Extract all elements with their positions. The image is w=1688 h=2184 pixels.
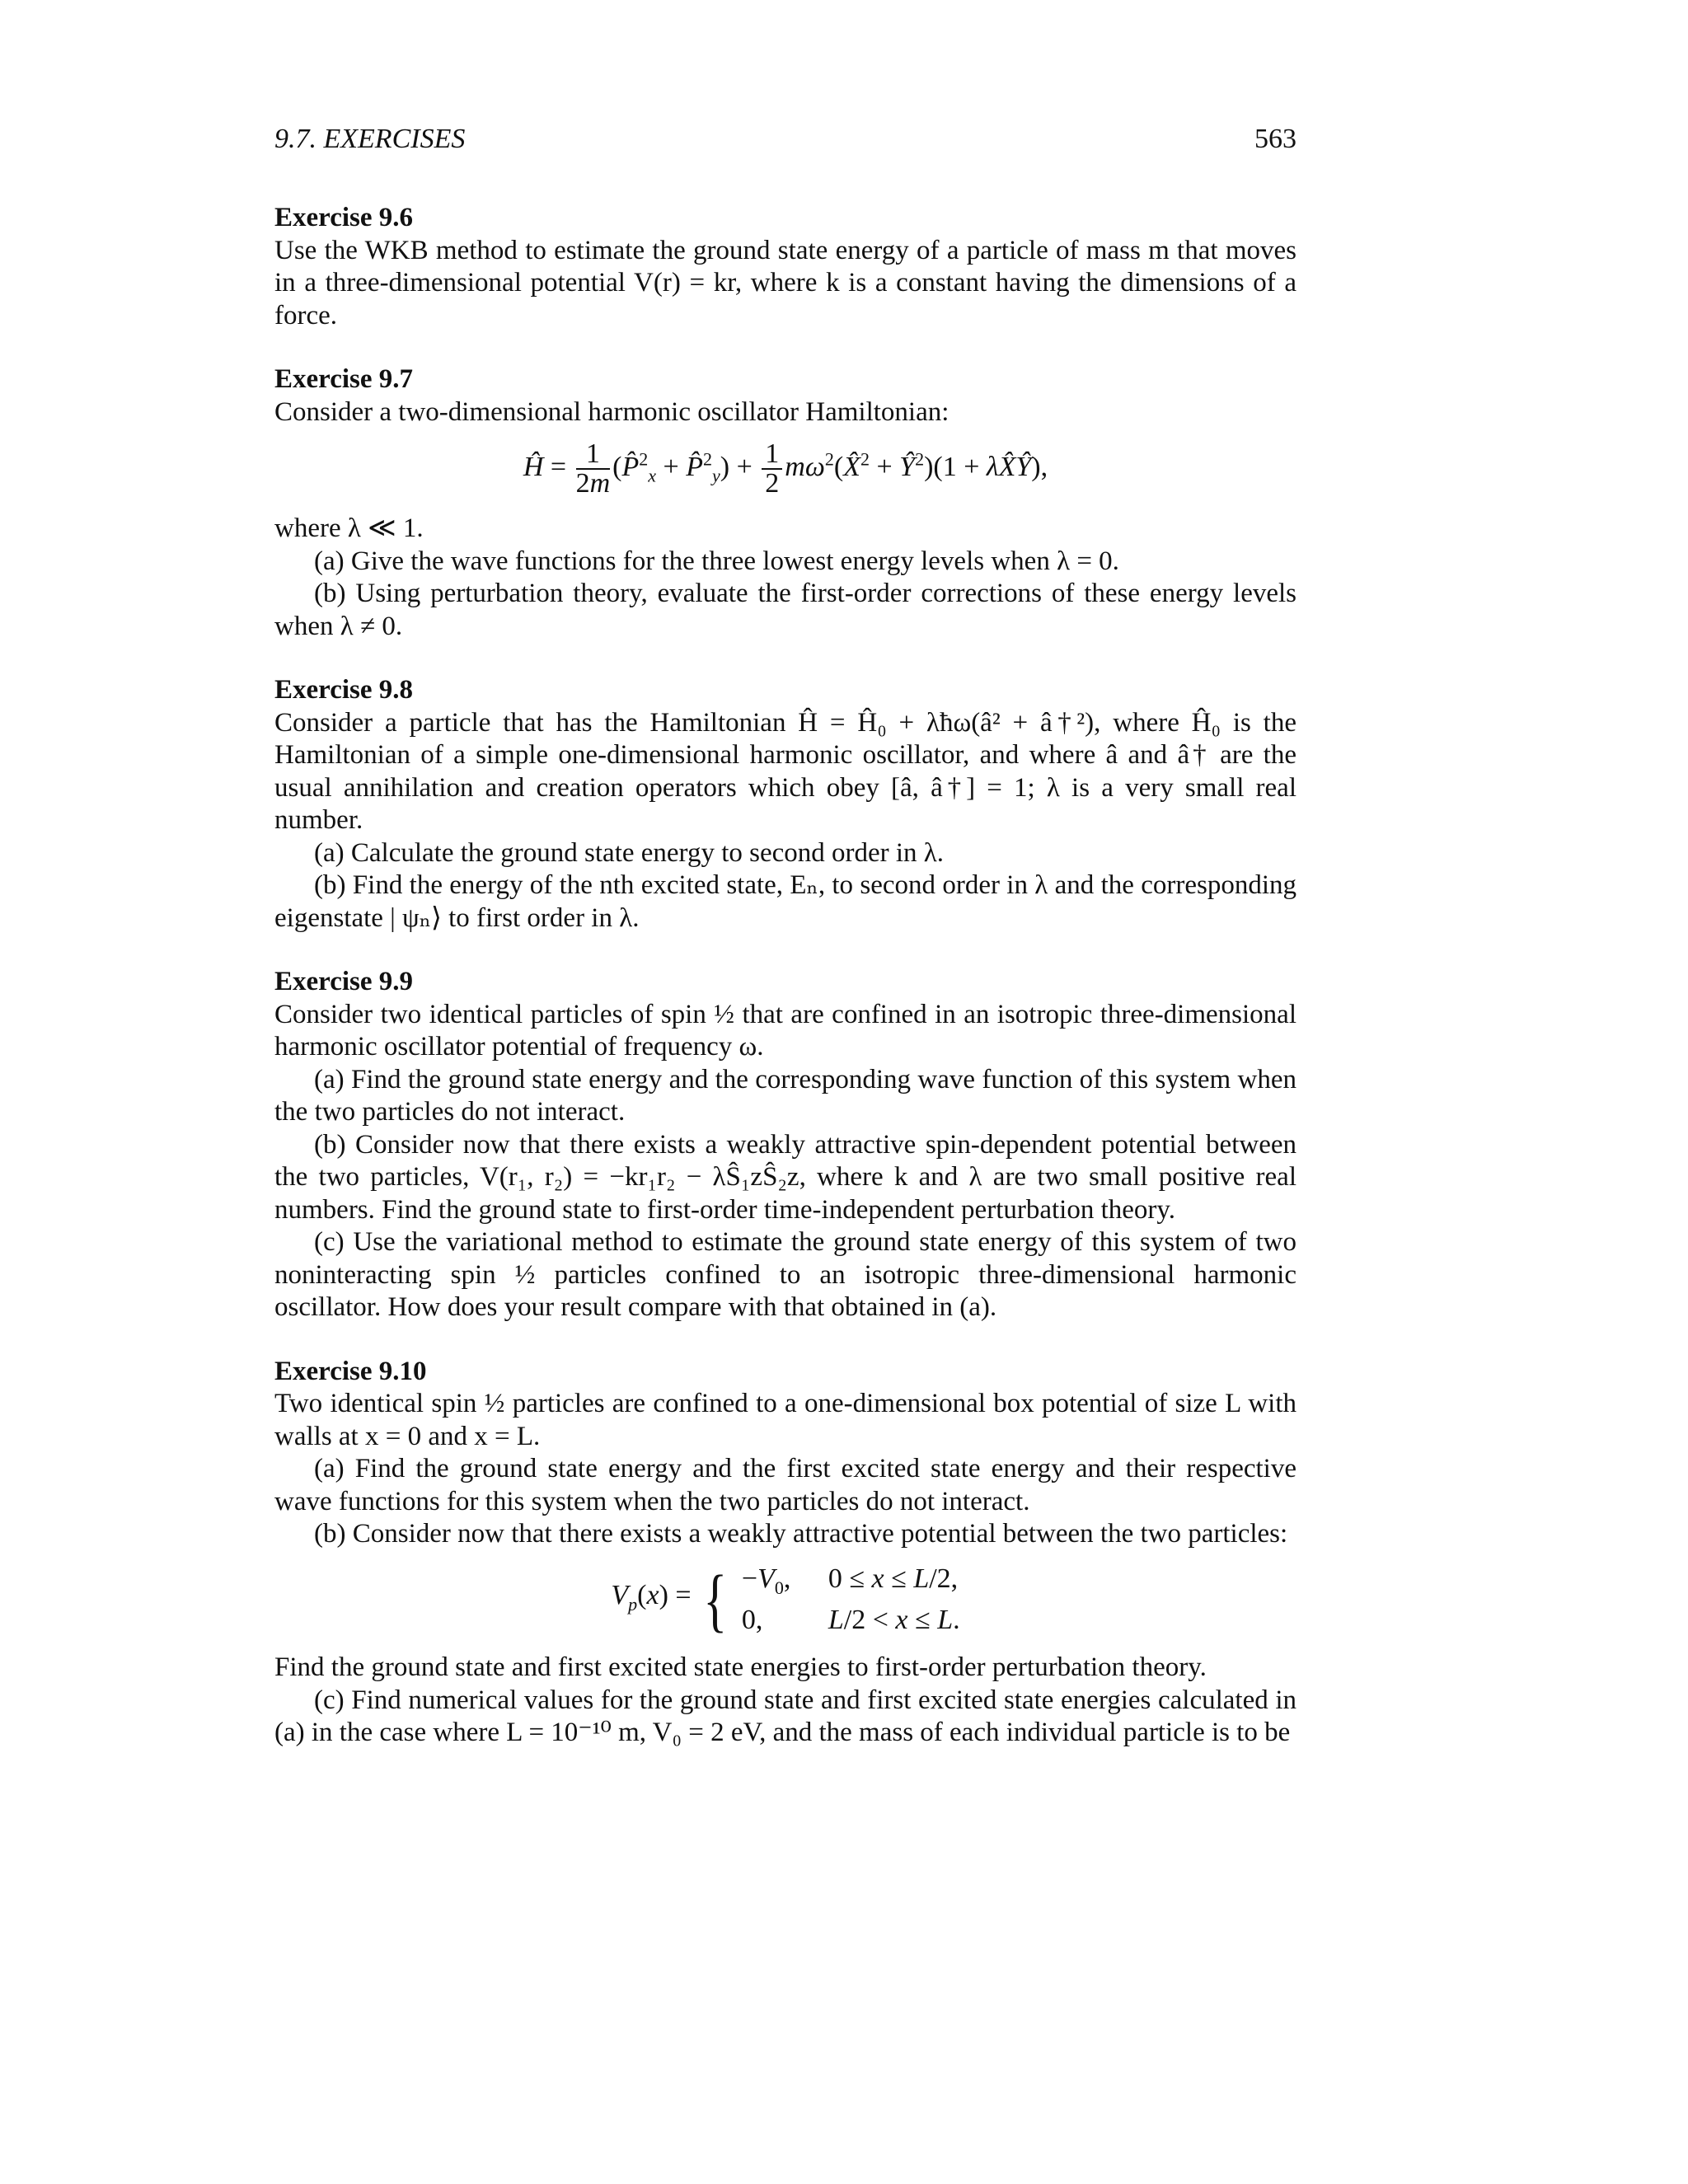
hamiltonian-equation: Ĥ = $\frac{1}{2m}$ (P̂$^2_x$ + P̂$^2_y$) + $\frac{1}{2}$ $m\omega^2(X̂^2$ + $Ŷ^2)(1$ + λX̂Ŷ), [523, 438, 1048, 499]
exercise-text: Find the ground state and first excited state energies to first-order perturbation theory. [274, 1652, 1207, 1683]
exercise-text: where λ ≪ 1. [274, 513, 424, 543]
page-content [274, 202, 1296, 1781]
exercise-title: Exercise 9.9 [274, 967, 414, 996]
exercise-9-6 [274, 202, 1296, 332]
part-b: (b) Consider now that there exists a weakly attractive spin-dependent potential between the two particles, V(r₁, r₂) = −kr₁r₂ − λŜ₁zŜ₂z, where k and λ are two small positive real numbers. Find the ground state to first-order time-independent perturbation theory. [274, 1129, 1296, 1225]
part-a: (a) Give the wave functions for the three lowest energy levels when λ = 0. [314, 546, 1119, 576]
part-a: (a) Calculate the ground state energy to second order in λ. [314, 837, 945, 868]
part-a: (a) Find the ground state energy and the first excited state energy and their respective wave functions for this system when the two particles do not interact. [274, 1454, 1296, 1516]
section-heading: 9.7. EXERCISES [274, 124, 466, 154]
exercise-9-10 [274, 1356, 1296, 1750]
running-header [274, 124, 1296, 165]
potential-equation: $V_p(x)$ = { $-V_0$, 0 ≤ x ≤ L/2, 0, L/2 < x ≤ L. [611, 1559, 960, 1639]
part-a: (a) Find the ground state energy and the corresponding wave function of this system when the two particles do not interact. [274, 1064, 1296, 1127]
exercise-text: Consider two identical particles of spin ½ that are confined in an isotropic three-dimensional harmonic oscillator potential of frequency ω. [274, 999, 1296, 1062]
exercise-text: Two identical spin ½ particles are confined to a one-dimensional box potential of size L with walls at x = 0 and x = L. [274, 1389, 1296, 1451]
exercise-9-8 [274, 674, 1296, 935]
exercise-title: Exercise 9.8 [274, 675, 414, 705]
exercise-title: Exercise 9.6 [274, 203, 414, 232]
exercise-9-9 [274, 966, 1296, 1324]
exercise-9-7 [274, 363, 1296, 643]
exercise-text: Use the WKB method to estimate the ground state energy of a particle of mass m that moves in a three-dimensional potential V(r) = kr, where k is a constant having the dimensions of a force. [274, 235, 1296, 330]
part-c: (c) Use the variational method to estimate the ground state energy of this system of two noninteracting spin ½ particles confined to an isotropic three-dimensional harmonic oscillator. How does your result compare with that obtained in (a). [274, 1227, 1296, 1322]
part-c: (c) Find numerical values for the ground state and first excited state energies calculated in (a) in the case where L = 10⁻¹⁰ m, V₀ = 2 eV, and the mass of each individual particle is to be [274, 1685, 1296, 1748]
exercise-title: Exercise 9.10 [274, 1356, 427, 1386]
part-b: (b) Find the energy of the nth excited state, Eₙ, to second order in λ and the corresponding eigenstate | ψₙ⟩ to first order in λ. [274, 870, 1296, 933]
page-number: 563 [1254, 124, 1296, 154]
part-b: (b) Consider now that there exists a weakly attractive potential between the two particles: [314, 1519, 1288, 1549]
part-b: (b) Using perturbation theory, evaluate the first-order corrections of these energy levels when λ ≠ 0. [274, 579, 1296, 641]
exercise-text: Consider a particle that has the Hamiltonian Ĥ = Ĥ₀ + λħω(â² + â†²), where Ĥ₀ is the Hamiltonian of a simple one-dimensional harmonic oscillator, and where â and â† are the usual annihilation and creation operators which obey [â, â†] = 1; λ is a very small real number. [274, 707, 1296, 835]
exercise-text: Consider a two-dimensional harmonic oscillator Hamiltonian: [274, 396, 950, 427]
exercise-title: Exercise 9.7 [274, 364, 414, 394]
